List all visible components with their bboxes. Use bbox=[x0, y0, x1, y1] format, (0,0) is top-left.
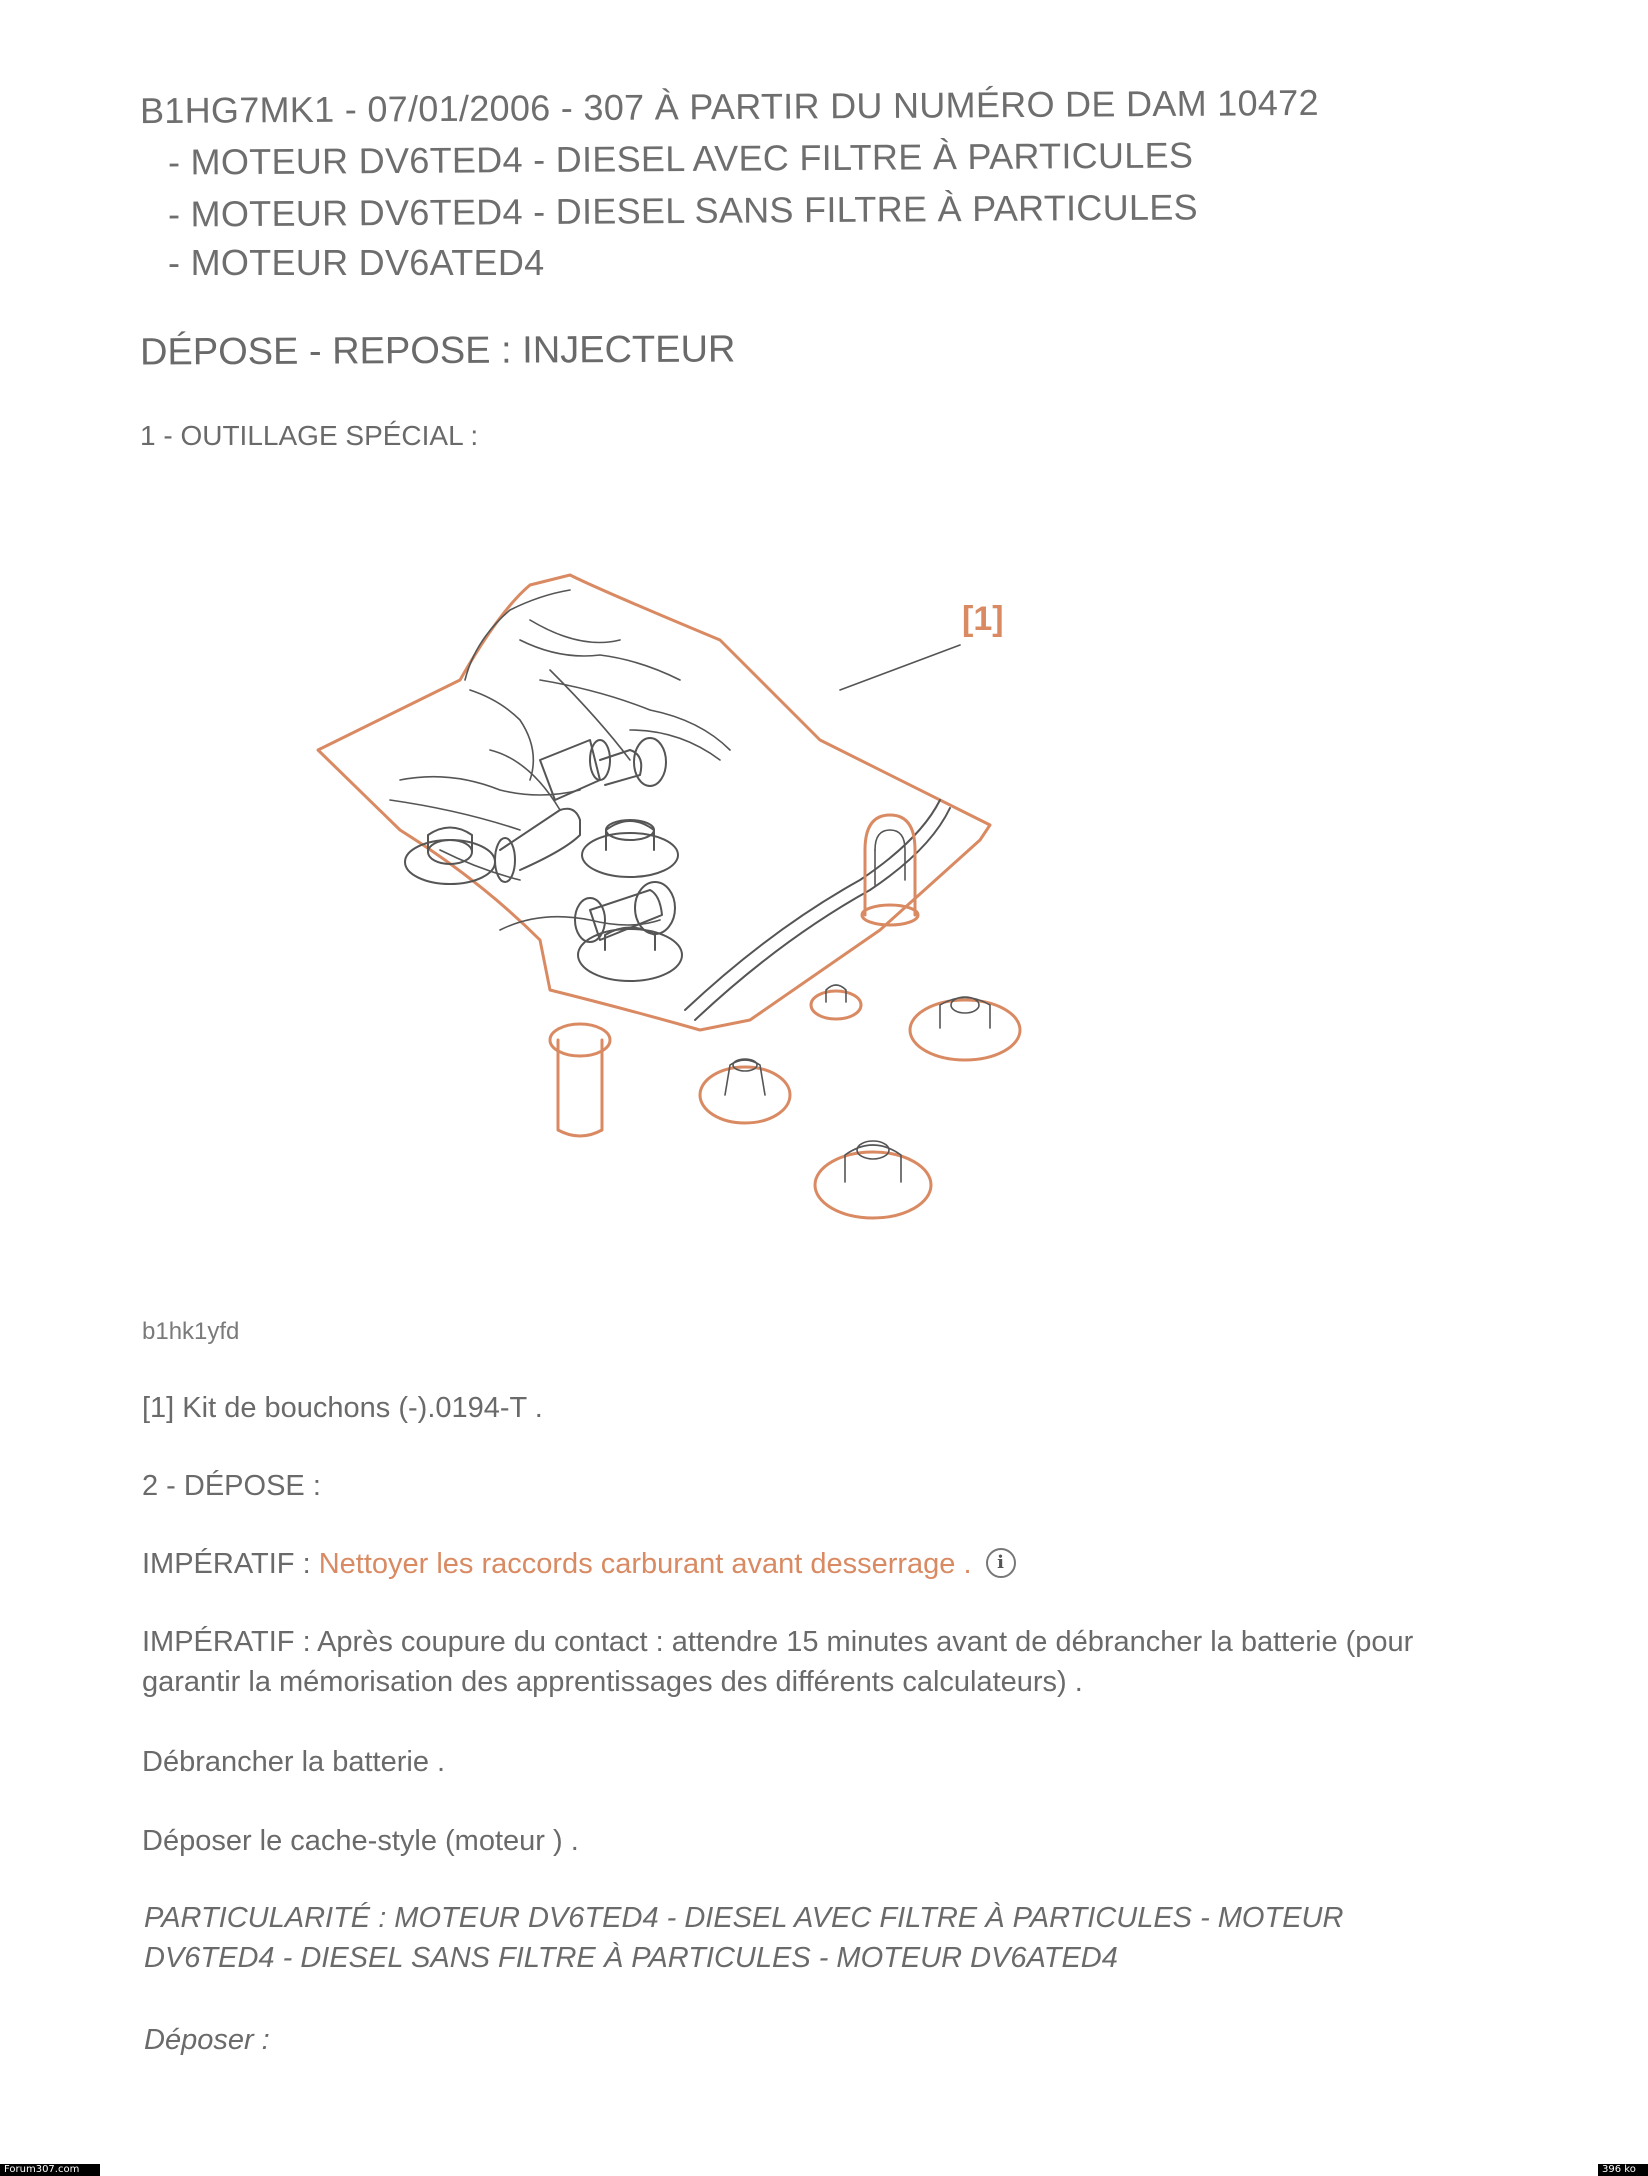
footer-left-label: Forum307.com bbox=[4, 2164, 80, 2175]
step-deposer-cache-style: Déposer le cache-style (moteur ) . bbox=[142, 1825, 579, 1857]
section-depose: 2 - DÉPOSE : bbox=[142, 1470, 321, 1502]
info-icon[interactable]: i bbox=[986, 1548, 1016, 1578]
particularite-line-2: DV6TED4 - DIESEL SANS FILTRE À PARTICULES - MOTEUR DV6ATED4 bbox=[144, 1942, 1118, 1974]
footer-left-bar bbox=[0, 2164, 100, 2176]
particularite-line-1: PARTICULARITÉ : MOTEUR DV6TED4 - DIESEL AVEC FILTRE À PARTICULES - MOTEUR bbox=[144, 1902, 1344, 1934]
imperatif-2-line-2: garantir la mémorisation des apprentissages des différents calculateurs) . bbox=[142, 1666, 1083, 1698]
header-line-4: - MOTEUR DV6ATED4 bbox=[168, 242, 545, 283]
page-title: DÉPOSE - REPOSE : INJECTEUR bbox=[139, 328, 736, 374]
header-line-1: B1HG7MK1 - 07/01/2006 - 307 À PARTIR DU NUMÉRO DE DAM 10472 bbox=[139, 81, 1319, 132]
header-line-2: - MOTEUR DV6TED4 - DIESEL AVEC FILTRE À PARTICULES bbox=[167, 134, 1194, 183]
figure-caption: b1hk1yfd bbox=[142, 1318, 240, 1345]
tool-line: [1] Kit de bouchons (-).0194-T . bbox=[142, 1392, 543, 1424]
section-outillage: 1 - OUTILLAGE SPÉCIAL : bbox=[140, 420, 479, 451]
imperatif-1-text: Nettoyer les raccords carburant avant desserrage . bbox=[318, 1548, 972, 1580]
tool-kit-illustration bbox=[300, 550, 1060, 1250]
bag-outline bbox=[318, 575, 990, 1030]
imperatif-2-line-1: IMPÉRATIF : Après coupure du contact : attendre 15 minutes avant de débrancher la batterie (pour bbox=[142, 1626, 1414, 1658]
imperatif-1 bbox=[142, 1548, 1016, 1581]
step-debrancher-batterie: Débrancher la batterie . bbox=[142, 1746, 446, 1778]
step-deposer: Déposer : bbox=[144, 2024, 270, 2056]
figure-callout: [1] bbox=[962, 600, 1004, 638]
imperatif-1-label: IMPÉRATIF : bbox=[142, 1548, 319, 1580]
footer-right-bar bbox=[1598, 2164, 1648, 2176]
header-line-3: - MOTEUR DV6TED4 - DIESEL SANS FILTRE À PARTICULES bbox=[167, 186, 1199, 235]
footer-right-label: 396 ko bbox=[1602, 2164, 1636, 2175]
